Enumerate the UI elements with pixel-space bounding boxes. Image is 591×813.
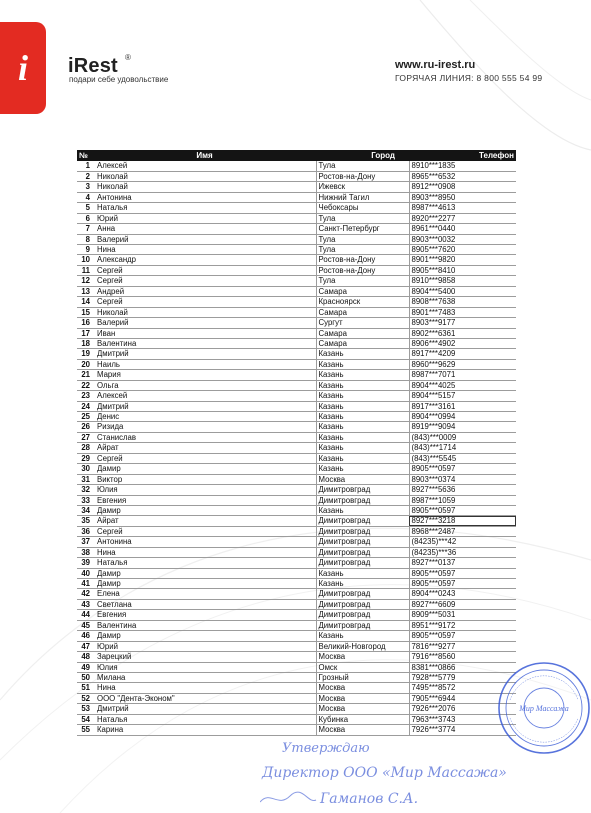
row-city: Казань (316, 579, 409, 589)
row-number: 53 (77, 704, 93, 714)
row-name: Дамир (93, 579, 316, 589)
row-name: Андрей (93, 286, 316, 296)
row-name: Наталья (93, 203, 316, 213)
row-name: Милана (93, 672, 316, 682)
row-name: Дамир (93, 464, 316, 474)
svg-text:Утверждаю: Утверждаю (282, 741, 370, 756)
table-row (77, 589, 516, 599)
row-name: Сергей (93, 453, 316, 463)
row-number: 50 (77, 672, 93, 682)
row-name: Валерий (93, 318, 316, 328)
table-row (77, 192, 516, 202)
table-row (77, 579, 516, 589)
table-row (77, 474, 516, 484)
website-link[interactable]: www.ru-irest.ru (395, 59, 476, 71)
svg-text:Гаманов С.А.: Гаманов С.А. (320, 791, 419, 807)
row-number: 43 (77, 599, 93, 609)
row-name: Нина (93, 547, 316, 557)
row-city: Ростов-на-Дону (316, 265, 409, 275)
table-row (77, 537, 516, 547)
row-phone: 8927***0137 (409, 558, 516, 568)
row-number: 22 (77, 380, 93, 390)
row-number: 38 (77, 547, 93, 557)
table-row (77, 338, 516, 348)
row-phone: 8951***9172 (409, 620, 516, 630)
row-city: Казань (316, 412, 409, 422)
row-city: Димитровград (316, 537, 409, 547)
table-row (77, 161, 516, 171)
table-row (77, 380, 516, 390)
row-city: Димитровград (316, 620, 409, 630)
table-row (77, 641, 516, 651)
row-city: Казань (316, 422, 409, 432)
row-city: Санкт-Петербург (316, 224, 409, 234)
row-number: 27 (77, 432, 93, 442)
table-row (77, 328, 516, 338)
table-row (77, 349, 516, 359)
row-phone: 8904***0243 (409, 589, 516, 599)
row-number: 30 (77, 464, 93, 474)
row-name: Алексей (93, 391, 316, 401)
table-row (77, 631, 516, 641)
row-city: Тула (316, 234, 409, 244)
row-phone: 7928***5779 (409, 672, 516, 682)
row-name: Юлия (93, 662, 316, 672)
row-city: Димитровград (316, 547, 409, 557)
svg-text:Мир Массажа: Мир Массажа (519, 704, 569, 713)
row-name: Светлана (93, 599, 316, 609)
row-phone: (84235)***42 (409, 537, 516, 547)
brand-logo-letter: i (17, 48, 28, 88)
row-name: Иван (93, 328, 316, 338)
row-city: Москва (316, 474, 409, 484)
row-name: Дамир (93, 631, 316, 641)
row-city: Казань (316, 391, 409, 401)
row-name: Мария (93, 370, 316, 380)
row-phone: 8910***1835 (409, 161, 516, 171)
row-phone: 8902***6361 (409, 328, 516, 338)
row-name: Николай (93, 182, 316, 192)
table-row (77, 286, 516, 296)
table-row (77, 704, 516, 714)
table-row (77, 276, 516, 286)
row-city: Ростов-на-Дону (316, 255, 409, 265)
row-city: Тула (316, 161, 409, 171)
row-name: Юрий (93, 213, 316, 223)
row-name: Зарецкий (93, 652, 316, 662)
table-row (77, 245, 516, 255)
row-phone: 8904***0994 (409, 412, 516, 422)
row-city: Ростов-на-Дону (316, 171, 409, 181)
row-phone: 8905***8410 (409, 265, 516, 275)
row-city: Димитровград (316, 558, 409, 568)
row-city: Москва (316, 704, 409, 714)
row-number: 49 (77, 662, 93, 672)
row-number: 15 (77, 307, 93, 317)
row-city: Омск (316, 662, 409, 672)
row-number: 44 (77, 610, 93, 620)
row-number: 37 (77, 537, 93, 547)
row-name: Нина (93, 245, 316, 255)
row-phone: 8905***0597 (409, 579, 516, 589)
row-phone: 8920***2277 (409, 213, 516, 223)
table-row (77, 318, 516, 328)
table-row (77, 265, 516, 275)
row-number: 24 (77, 401, 93, 411)
table-row (77, 203, 516, 213)
row-name: Наталья (93, 558, 316, 568)
hotline-text: ГОРЯЧАЯ ЛИНИЯ: 8 800 555 54 99 (395, 73, 543, 83)
row-phone: 8905***0597 (409, 464, 516, 474)
table-row (77, 683, 516, 693)
row-name: Денис (93, 412, 316, 422)
handwritten-signature (260, 730, 560, 810)
row-number: 26 (77, 422, 93, 432)
row-city: Казань (316, 349, 409, 359)
table-header-row (77, 150, 516, 161)
row-number: 48 (77, 652, 93, 662)
row-number: 16 (77, 318, 93, 328)
row-number: 17 (77, 328, 93, 338)
row-name: Николай (93, 307, 316, 317)
svg-text:Директор ООО «Мир Массажа»: Директор ООО «Мир Массажа» (262, 765, 507, 781)
row-number: 6 (77, 213, 93, 223)
row-phone: 8901***9820 (409, 255, 516, 265)
row-phone: 8905***0597 (409, 505, 516, 515)
brand-logo-tab (0, 22, 46, 114)
row-number: 35 (77, 516, 93, 526)
row-number: 28 (77, 443, 93, 453)
row-city: Самара (316, 307, 409, 317)
row-phone: 8927***5636 (409, 485, 516, 495)
row-city: Казань (316, 631, 409, 641)
row-city: Димитровград (316, 516, 409, 526)
row-phone: (843)***0009 (409, 432, 516, 442)
table-row (77, 453, 516, 463)
table-row (77, 725, 516, 735)
row-phone: 8903***8950 (409, 192, 516, 202)
row-number: 23 (77, 391, 93, 401)
table-row (77, 672, 516, 682)
row-city: Красноярск (316, 297, 409, 307)
row-phone: 8904***4025 (409, 380, 516, 390)
row-city: Димитровград (316, 526, 409, 536)
row-number: 34 (77, 505, 93, 515)
row-number: 10 (77, 255, 93, 265)
row-phone: 8904***5157 (409, 391, 516, 401)
row-number: 42 (77, 589, 93, 599)
table-row (77, 610, 516, 620)
table-row (77, 443, 516, 453)
table-row (77, 547, 516, 557)
table-row (77, 432, 516, 442)
table-row (77, 662, 516, 672)
row-name: Валентина (93, 620, 316, 630)
row-number: 33 (77, 495, 93, 505)
row-number: 1 (77, 161, 93, 171)
registered-mark: ® (125, 53, 131, 62)
table-row (77, 495, 516, 505)
row-name: Айрат (93, 516, 316, 526)
row-phone: 8910***9858 (409, 276, 516, 286)
table-row (77, 599, 516, 609)
row-phone: 8903***9177 (409, 318, 516, 328)
row-name: Николай (93, 171, 316, 181)
row-phone: 8905***0597 (409, 568, 516, 578)
table-row (77, 422, 516, 432)
row-number: 41 (77, 579, 93, 589)
row-number: 2 (77, 171, 93, 181)
contacts-table (77, 150, 516, 736)
row-city: Казань (316, 568, 409, 578)
row-number: 52 (77, 693, 93, 703)
row-name: Дамир (93, 505, 316, 515)
row-phone: 8927***6609 (409, 599, 516, 609)
row-name: Александр (93, 255, 316, 265)
row-phone: 8381***0866 (409, 662, 516, 672)
row-name: Евгения (93, 495, 316, 505)
table-row (77, 620, 516, 630)
row-number: 19 (77, 349, 93, 359)
row-name: Наталья (93, 714, 316, 724)
brand-slogan: подари себе удовольствие (69, 75, 169, 84)
table-row (77, 391, 516, 401)
row-name: Виктор (93, 474, 316, 484)
row-name: Дамир (93, 568, 316, 578)
row-name: Сергей (93, 526, 316, 536)
row-name: Сергей (93, 297, 316, 307)
row-phone: (843)***1714 (409, 443, 516, 453)
row-city: Казань (316, 443, 409, 453)
table-row (77, 370, 516, 380)
row-name: Дмитрий (93, 401, 316, 411)
row-number: 11 (77, 265, 93, 275)
row-number: 18 (77, 338, 93, 348)
row-name: Сергей (93, 265, 316, 275)
table-row (77, 182, 516, 192)
row-city: Димитровград (316, 610, 409, 620)
row-phone: 7816***9277 (409, 641, 516, 651)
table-row (77, 568, 516, 578)
row-number: 9 (77, 245, 93, 255)
table-row (77, 485, 516, 495)
row-city: Тула (316, 245, 409, 255)
column-header-phone: Телефон (409, 150, 516, 161)
row-phone: 8903***0374 (409, 474, 516, 484)
row-name: Юлия (93, 485, 316, 495)
row-city: Димитровград (316, 599, 409, 609)
row-city: Самара (316, 286, 409, 296)
row-city: Чебоксары (316, 203, 409, 213)
table-row (77, 714, 516, 724)
row-phone: 8903***0032 (409, 234, 516, 244)
row-name: Антонина (93, 537, 316, 547)
row-name: Ольга (93, 380, 316, 390)
row-city: Казань (316, 380, 409, 390)
row-number: 21 (77, 370, 93, 380)
table-row (77, 526, 516, 536)
row-number: 36 (77, 526, 93, 536)
column-header-city: Город (316, 150, 409, 161)
table-row (77, 307, 516, 317)
row-number: 29 (77, 453, 93, 463)
table-row (77, 359, 516, 369)
table-row (77, 255, 516, 265)
row-city: Самара (316, 328, 409, 338)
row-city: Казань (316, 359, 409, 369)
row-city: Казань (316, 464, 409, 474)
row-phone: 8909***5031 (409, 610, 516, 620)
row-phone: 7963***3743 (409, 714, 516, 724)
table-row (77, 224, 516, 234)
row-number: 14 (77, 297, 93, 307)
row-name: Юрий (93, 641, 316, 651)
row-number: 31 (77, 474, 93, 484)
row-name: Дмитрий (93, 349, 316, 359)
table-row (77, 693, 516, 703)
table-row (77, 234, 516, 244)
row-name: Наиль (93, 359, 316, 369)
row-name: Ризида (93, 422, 316, 432)
row-phone: 8927***3218 (409, 516, 516, 526)
row-phone: 8917***3161 (409, 401, 516, 411)
table-row (77, 558, 516, 568)
row-city: Казань (316, 401, 409, 411)
row-name: Сергей (93, 276, 316, 286)
row-phone: 7926***3774 (409, 725, 516, 735)
column-header-number: № (77, 150, 93, 161)
column-header-name: Имя (93, 150, 316, 161)
row-name: Карина (93, 725, 316, 735)
row-phone: 8987***1059 (409, 495, 516, 505)
row-phone: 8905***0597 (409, 631, 516, 641)
row-phone: 8912***0908 (409, 182, 516, 192)
row-name: Валерий (93, 234, 316, 244)
row-number: 4 (77, 192, 93, 202)
row-name: Антонина (93, 192, 316, 202)
table-row (77, 652, 516, 662)
row-phone: 8917***4209 (409, 349, 516, 359)
table-row (77, 505, 516, 515)
row-name: ООО "Дента-Эконом" (93, 693, 316, 703)
row-city: Казань (316, 370, 409, 380)
row-city: Нижний Тагил (316, 192, 409, 202)
row-phone: 8960***9629 (409, 359, 516, 369)
row-city: Москва (316, 725, 409, 735)
row-name: Станислав (93, 432, 316, 442)
row-city: Ижевск (316, 182, 409, 192)
table-body (77, 161, 516, 735)
row-number: 5 (77, 203, 93, 213)
row-name: Анна (93, 224, 316, 234)
row-phone: 8919***9094 (409, 422, 516, 432)
row-phone: (843)***5545 (409, 453, 516, 463)
row-name: Дмитрий (93, 704, 316, 714)
row-city: Москва (316, 693, 409, 703)
row-number: 39 (77, 558, 93, 568)
row-city: Казань (316, 505, 409, 515)
row-city: Казань (316, 432, 409, 442)
row-number: 12 (77, 276, 93, 286)
row-city: Димитровград (316, 589, 409, 599)
row-phone: 8905***7620 (409, 245, 516, 255)
row-city: Москва (316, 683, 409, 693)
table-row (77, 171, 516, 181)
row-number: 13 (77, 286, 93, 296)
row-city: Великий-Новгород (316, 641, 409, 651)
table-row (77, 464, 516, 474)
table-row (77, 412, 516, 422)
row-phone: 7926***2076 (409, 704, 516, 714)
row-city: Тула (316, 276, 409, 286)
row-phone: (84235)***36 (409, 547, 516, 557)
row-phone: 7916***8560 (409, 652, 516, 662)
row-city: Димитровград (316, 485, 409, 495)
row-number: 46 (77, 631, 93, 641)
row-phone: 8968***2487 (409, 526, 516, 536)
row-number: 32 (77, 485, 93, 495)
row-name: Айрат (93, 443, 316, 453)
row-phone: 8987***7071 (409, 370, 516, 380)
row-phone: 7495***8572 (409, 683, 516, 693)
row-name: Нина (93, 683, 316, 693)
row-number: 40 (77, 568, 93, 578)
row-number: 8 (77, 234, 93, 244)
table-row (77, 213, 516, 223)
row-phone: 7905***6944 (409, 693, 516, 703)
row-phone: 8965***6532 (409, 171, 516, 181)
row-number: 54 (77, 714, 93, 724)
row-city: Димитровград (316, 495, 409, 505)
row-number: 51 (77, 683, 93, 693)
brand-name: iRest (68, 55, 118, 77)
row-phone: 8906***4902 (409, 338, 516, 348)
row-name: Елена (93, 589, 316, 599)
row-number: 20 (77, 359, 93, 369)
row-city: Самара (316, 338, 409, 348)
row-phone: 8901***7483 (409, 307, 516, 317)
row-number: 25 (77, 412, 93, 422)
row-number: 7 (77, 224, 93, 234)
row-name: Валентина (93, 338, 316, 348)
table-row (77, 297, 516, 307)
row-city: Кубинка (316, 714, 409, 724)
row-name: Евгения (93, 610, 316, 620)
row-city: Сургут (316, 318, 409, 328)
row-phone: 8961***0440 (409, 224, 516, 234)
row-number: 45 (77, 620, 93, 630)
row-number: 47 (77, 641, 93, 651)
row-city: Москва (316, 652, 409, 662)
row-number: 55 (77, 725, 93, 735)
row-name: Алексей (93, 161, 316, 171)
table-row (77, 401, 516, 411)
row-city: Тула (316, 213, 409, 223)
row-number: 3 (77, 182, 93, 192)
row-city: Грозный (316, 672, 409, 682)
row-phone: 8904***5400 (409, 286, 516, 296)
row-city: Казань (316, 453, 409, 463)
table-row (77, 516, 516, 526)
row-phone: 8987***4613 (409, 203, 516, 213)
row-phone: 8908***7638 (409, 297, 516, 307)
